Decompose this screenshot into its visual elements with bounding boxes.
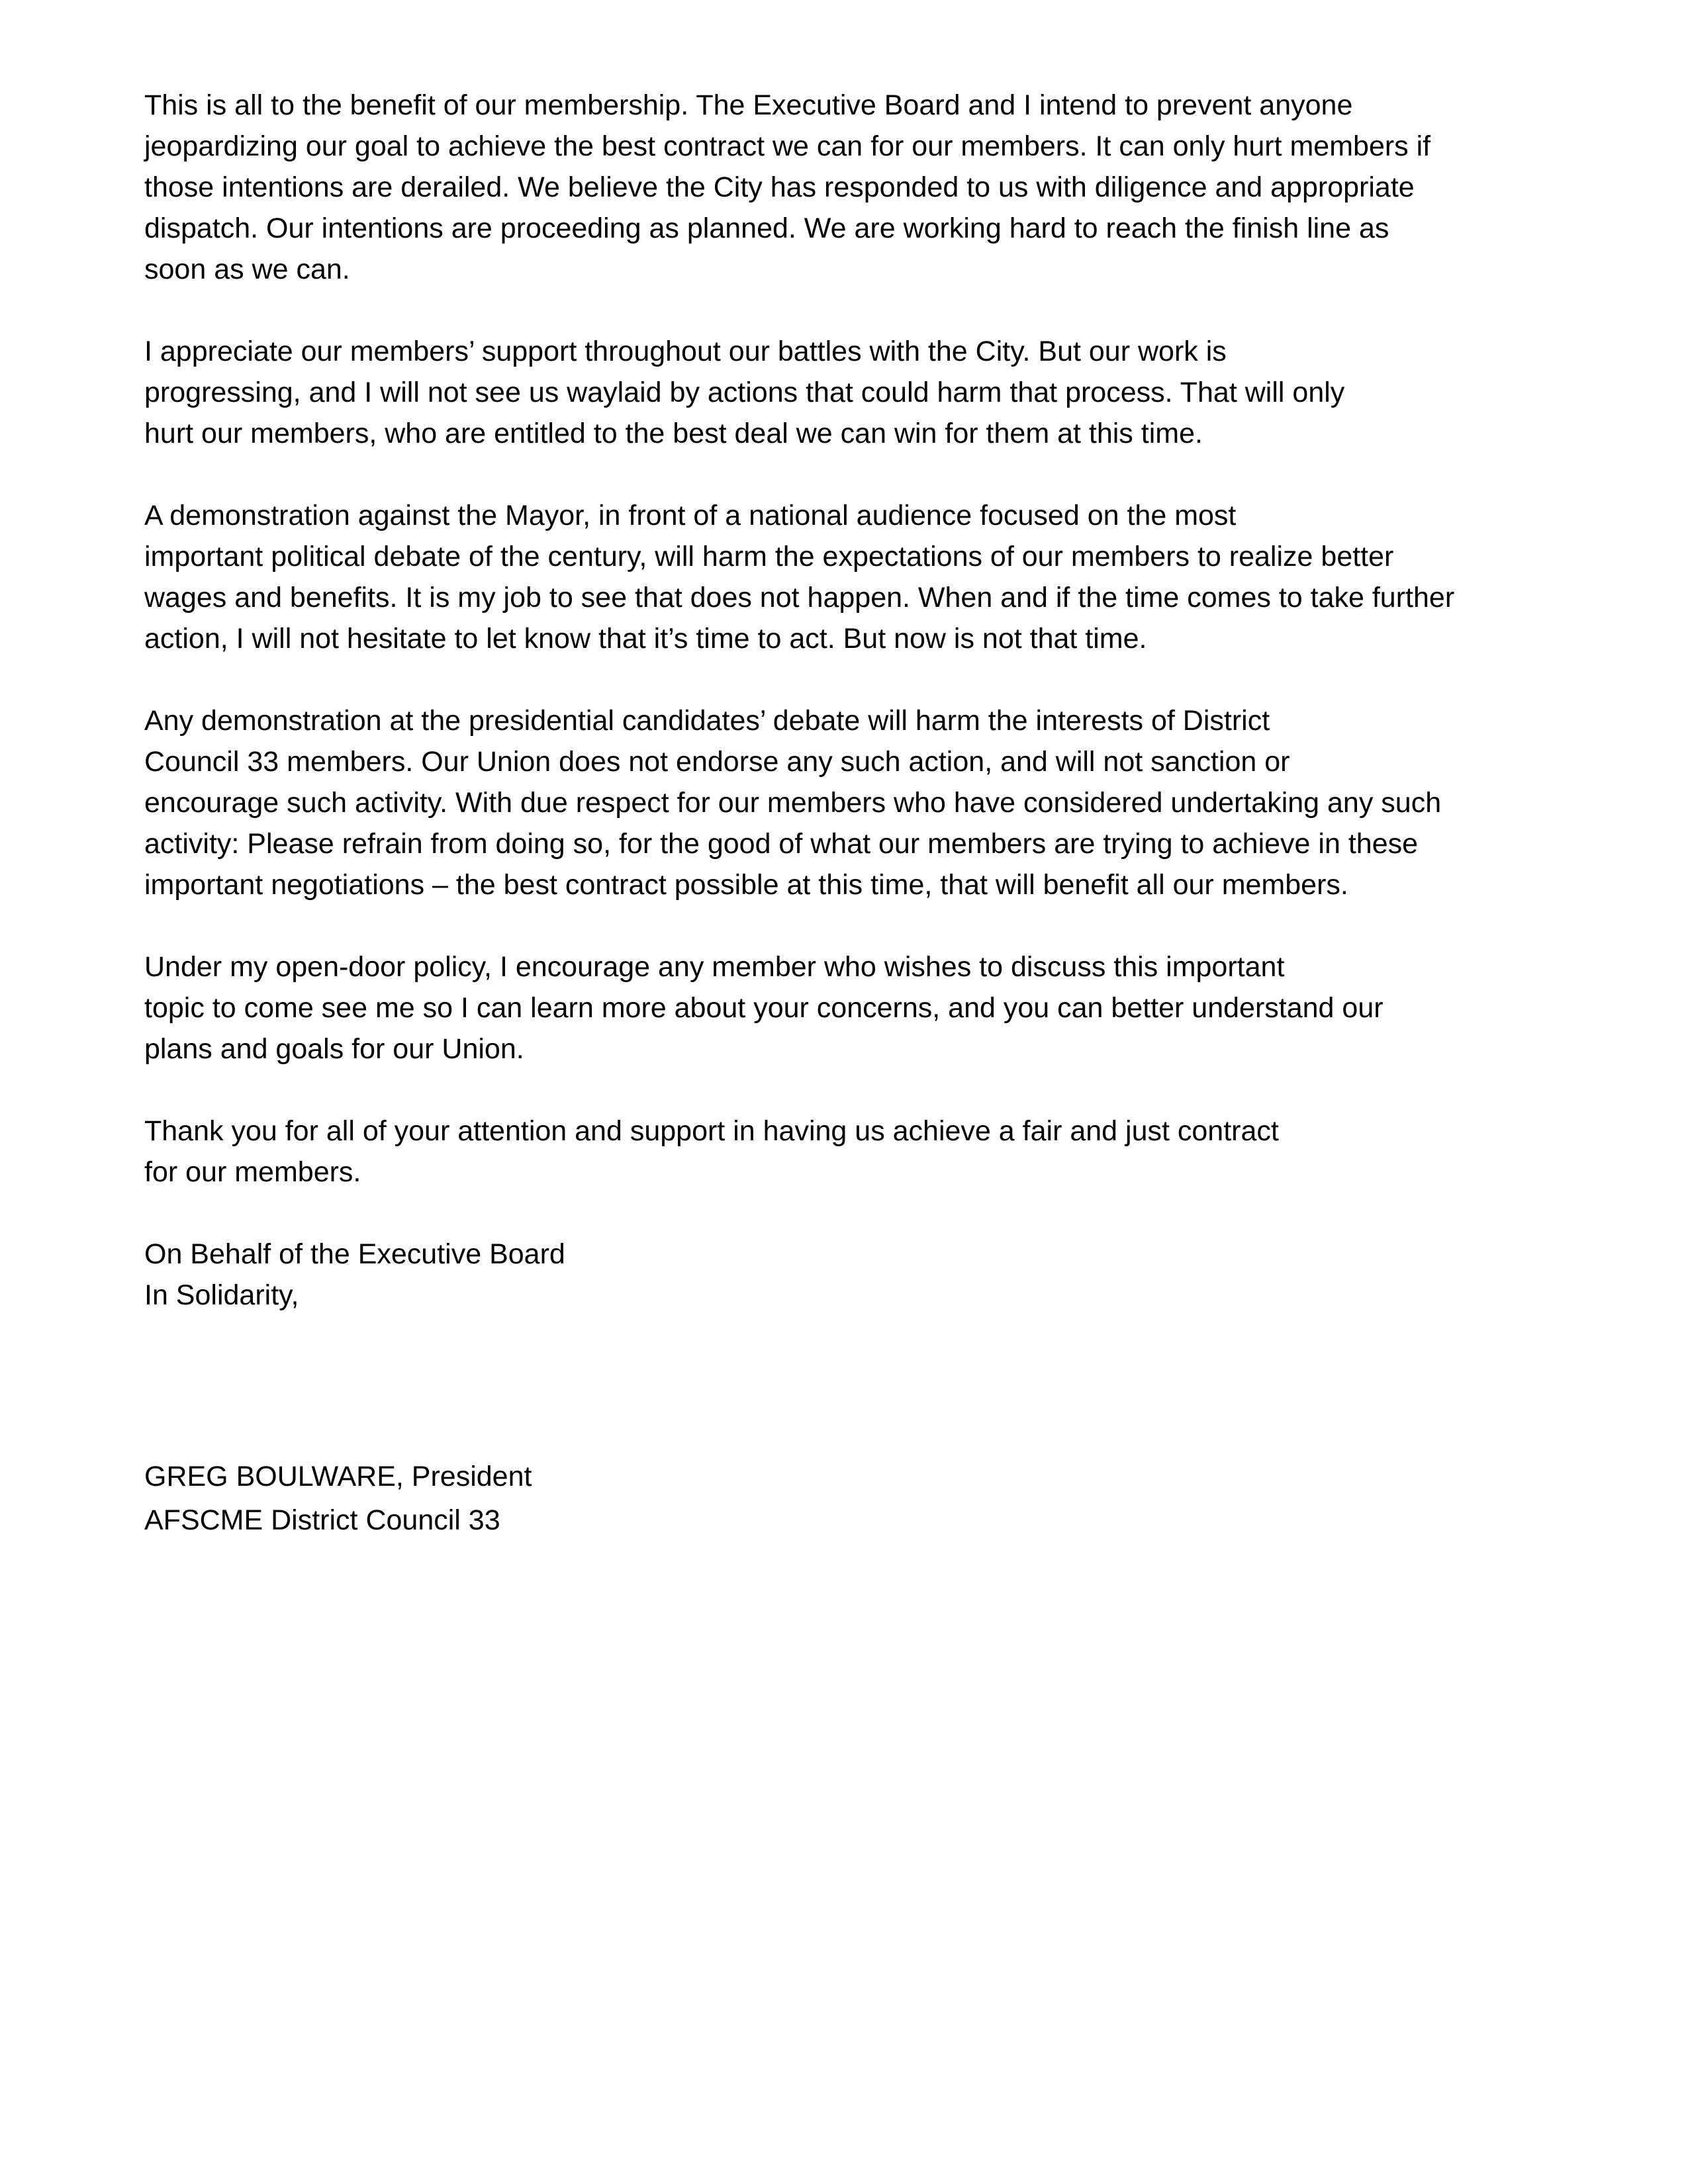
signer-organization: AFSCME District Council 33 bbox=[144, 1504, 500, 1536]
text-line: activity: Please refrain from doing so, for the good of what our members are trying to achieve in these bbox=[144, 828, 1419, 860]
text-line: important negotiations – the best contract possible at this time, that will benefit all our members. bbox=[144, 869, 1348, 901]
closing-block bbox=[144, 1234, 1574, 1316]
text-line: I appreciate our members’ support throughout our battles with the City. But our work is bbox=[144, 336, 1227, 367]
text-line: Under my open-door policy, I encourage any member who wishes to discuss this important bbox=[144, 951, 1285, 983]
text-line: Thank you for all of your attention and support in having us achieve a fair and just contract bbox=[144, 1115, 1279, 1147]
text-line: encourage such activity. With due respect for our members who have considered undertaking any such bbox=[144, 787, 1442, 819]
text-line: for our members. bbox=[144, 1156, 361, 1188]
paragraph-benefit-of-membership bbox=[144, 85, 1574, 290]
letter-body bbox=[144, 85, 1574, 1542]
text-line: action, I will not hesitate to let know that it’s time to act. But now is not that time. bbox=[144, 623, 1147, 655]
paragraph-open-door-policy bbox=[144, 946, 1574, 1069]
signer-name-title: GREG BOULWARE, President bbox=[144, 1461, 532, 1492]
text-line: dispatch. Our intentions are proceeding as planned. We are working hard to reach the finish line as bbox=[144, 212, 1389, 244]
text-line: soon as we can. bbox=[144, 253, 350, 285]
text-line: This is all to the benefit of our membership. The Executive Board and I intend to prevent anyone bbox=[144, 89, 1353, 121]
text-line: A demonstration against the Mayor, in front of a national audience focused on the most bbox=[144, 500, 1237, 531]
paragraph-demonstration-against-mayor bbox=[144, 495, 1574, 659]
closing-behalf-line: On Behalf of the Executive Board bbox=[144, 1238, 565, 1270]
paragraph-thank-you bbox=[144, 1111, 1574, 1193]
text-line: Council 33 members. Our Union does not endorse any such action, and will not sanction or bbox=[144, 746, 1290, 778]
signature-block bbox=[144, 1455, 1574, 1542]
text-line: progressing, and I will not see us waylaid by actions that could harm that process. That will only bbox=[144, 377, 1345, 408]
text-line: hurt our members, who are entitled to the best deal we can win for them at this time. bbox=[144, 418, 1203, 449]
text-line: wages and benefits. It is my job to see that does not happen. When and if the time comes to take further bbox=[144, 582, 1455, 614]
text-line: those intentions are derailed. We believe the City has responded to us with diligence and appropriate bbox=[144, 171, 1415, 203]
paragraph-members-support bbox=[144, 331, 1574, 454]
closing-solidarity-line: In Solidarity, bbox=[144, 1279, 299, 1311]
paragraph-debate-demonstration bbox=[144, 700, 1574, 905]
text-line: topic to come see me so I can learn more about your concerns, and you can better understand our bbox=[144, 992, 1383, 1024]
text-line: Any demonstration at the presidential candidates’ debate will harm the interests of District bbox=[144, 705, 1270, 737]
text-line: jeopardizing our goal to achieve the best contract we can for our members. It can only hurt members if bbox=[144, 130, 1431, 162]
text-line: plans and goals for our Union. bbox=[144, 1033, 524, 1065]
text-line: important political debate of the century, will harm the expectations of our members to realize better bbox=[144, 541, 1394, 572]
